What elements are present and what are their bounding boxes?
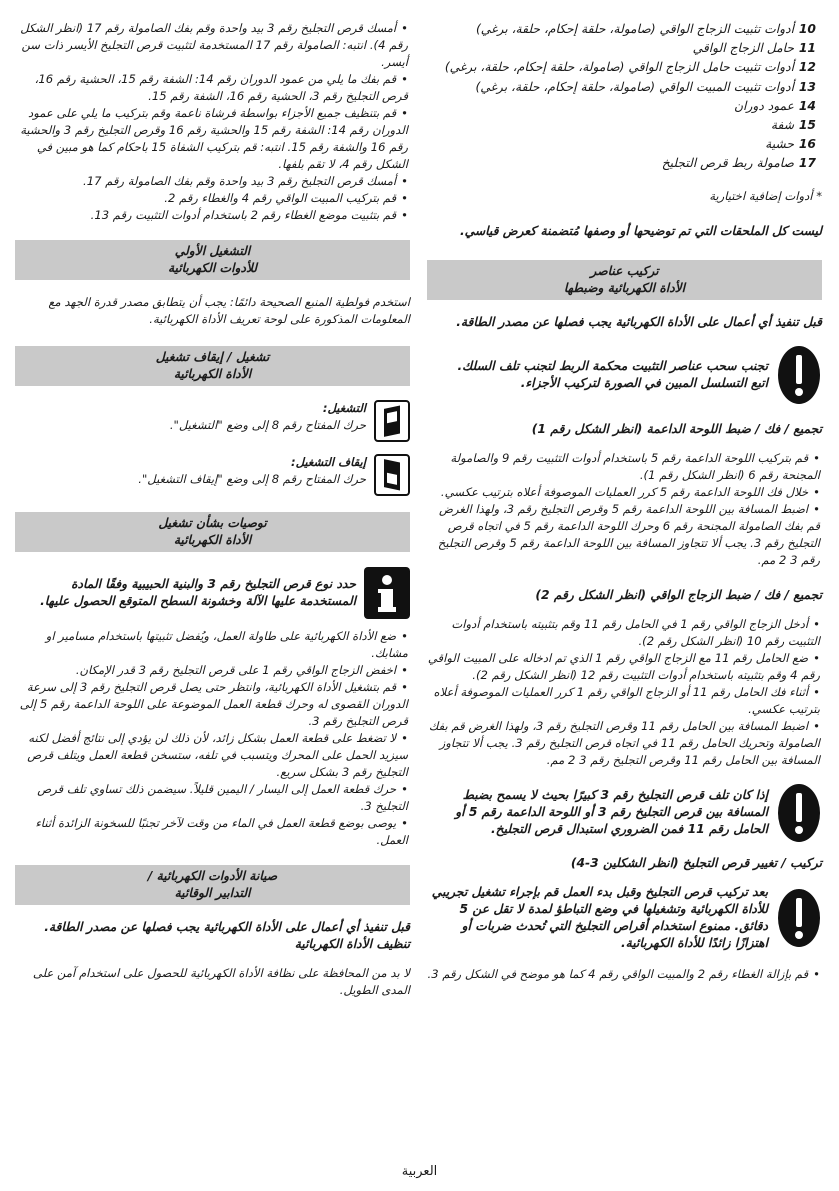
list-item: • قم بتنظيف جميع الأجزاء بواسطة فرشاة ناعمة وقم بتركيب ما يلي على عمود الدوران رقم 14: الشفة رقم 15 والحشية رقم 16 وقرص التجليخ رقم 3 والحشية رقم 16 والشفة رقم 15. انتبه: قم بتركيب الشفاة 15 باحكام كما هو مبين في الشكل رقم 4، لا تقم بلفها. bbox=[15, 105, 410, 173]
startup-section-header: التشغيل الأولي للأدوات الكهربائية bbox=[15, 240, 410, 280]
assembly-section-header: تركيب عناصر الأداة الكهربائية وضبطها bbox=[427, 260, 822, 300]
accessories-note: ليست كل الملحقات التي تم توضيحها أو وصفها مُتضمنة كعرض قياسي. bbox=[459, 223, 822, 238]
info-block: حدد نوع قرص التجليخ رقم 3 والبنية الحبيبية وفقًا المادة المستخدمة عليها الآلة وخشونة السطح المتوقع الحصول عليها. bbox=[15, 566, 410, 620]
maintenance-text: لا بد من المحافظة على نظافة الأداة الكهربائية للحصول على استخدام آمن على المدى الطويل. bbox=[32, 966, 410, 997]
list-item: • قم بتركيب المبيت الواقي رقم 4 والغطاء رقم 2. bbox=[15, 190, 410, 207]
list-item: • خلال فك اللوحة الداعمة رقم 5 كرر العمليات الموصوفة أعلاه بترتيب عكسي. bbox=[427, 484, 822, 501]
parts-list bbox=[427, 20, 816, 174]
parts-row: 14 عمود دوران bbox=[734, 98, 816, 113]
switch-off-block: إيقاف التشغيل: حرك المفتاح رقم 8 إلى وضع "إيقاف التشغيل". bbox=[15, 454, 410, 496]
warning-block: بعد تركيب قرص التجليخ وقبل بدء العمل قم بإجراء تشغيل تجريبي للأداة الكهربائية وتشغيلها في وضع التباطؤ لمدة لا تقل عن 5 دقائق. ممنوع استخدام أقراص التجليخ التي تُحدث ضربات أو اهتزازًا زائدًا للأداة الكهربائية. bbox=[427, 884, 822, 952]
cleaning-heading: تنظيف الأداة الكهربائية bbox=[294, 937, 410, 951]
maintenance-section-header: صيانة الأدوات الكهربائية / التدابير الوقائية bbox=[15, 865, 410, 905]
parts-row: 12 أدوات تثبيت حامل الزجاج الواقي (صامولة، حلقة إحكام، حلقة، برغي) bbox=[444, 60, 816, 75]
list-item: • اخفض الزجاج الواقي رقم 1 على قرص التجليخ رقم 3 قدر الإمكان. bbox=[15, 662, 410, 679]
list-item: • أدخل الزجاج الواقي رقم 1 في الحامل رقم 11 وقم بتثبيته باستخدام أدوات التثبيت رقم 10 (انظر الشكل رقم 2). bbox=[427, 616, 822, 650]
warning-block: تجنب سحب عناصر التثبيت محكمة الربط لتجنب تلف السلك. اتبع التسلسل المبين في الصورة لتركيب الأجزاء. bbox=[427, 345, 822, 405]
list-item: • قم بإزالة الغطاء رقم 2 والمبيت الواقي رقم 4 كما هو موضح في الشكل رقم 3. bbox=[427, 966, 822, 983]
tips-section-header: توصيات بشأن تشغيل الأداة الكهربائية bbox=[15, 512, 410, 552]
disconnect-note: قبل تنفيذ أي أعمال على الأداة الكهربائية يجب فصلها عن مصدر الطاقة. bbox=[456, 314, 822, 329]
parts-row: 11 حامل الزجاج الواقي bbox=[692, 41, 816, 56]
list-item: • قم بتركيب اللوحة الداعمة رقم 5 باستخدام أدوات التثبيت رقم 9 والصامولة المجنحة رقم 6 (انظر الشكل رقم 1). bbox=[427, 450, 822, 484]
page-language-footer: العربية bbox=[401, 1164, 438, 1179]
maintenance-warning: قبل تنفيذ أي أعمال على الأداة الكهربائية يجب فصلها عن مصدر الطاقة. bbox=[44, 920, 410, 934]
list-item: • لا تضغط على قطعة العمل بشكل زائد، لأن ذلك لن يؤدي إلى نتائج أفضل لكنه سيزيد الحمل على المحرك ويتسبب في تلفه، ستسخن قطعة العمل ويتلف قرص التجليخ رقم 3 بشكل سريع. bbox=[15, 730, 410, 781]
parts-row: 13 أدوات تثبيت المبيت الواقي (صامولة، حلقة إحكام، حلقة، برغي) bbox=[475, 79, 816, 94]
list-item: • قم بتشغيل الأداة الكهربائية، وانتظر حتى يصل قرص التجليخ رقم 3 إلى سرعة الدوران القصوى له وحرك قطعة العمل الموضوعة على اللوحة الداعمة رقم 5 إلى قرص التجليخ رقم 3. bbox=[15, 679, 410, 730]
warning-icon bbox=[776, 783, 822, 843]
list-item: • اضبط المسافة بين الحامل رقم 11 وقرص التجليخ رقم 3، ولهذا الغرض قم بفك الصامولة وتحريك الحامل رقم 11 في اتجاه قرص التجليخ رقم 3. يجب ألا تتجاوز المسافة بين الحامل رقم 11 وقرص التجليخ رقم 3 2 مم. bbox=[427, 718, 822, 769]
glass-heading: تجميع / فك / ضبط الزجاج الواقي (انظر الشكل رقم 2) bbox=[535, 587, 822, 602]
list-item: • ضع الحامل رقم 11 مع الزجاج الواقي رقم 1 الذي تم ادخاله على المبيت الواقي رقم 4 وقم بتثبيته باستخدام أدوات التثبيت رقم 12 (انظر الشكل رقم 2). bbox=[427, 650, 822, 684]
list-item: • أثناء فك الحامل رقم 11 أو الزجاج الواقي رقم 1 كرر العمليات الموصوفة أعلاه بترتيب عكسي. bbox=[427, 684, 822, 718]
info-icon bbox=[364, 566, 410, 620]
parts-row: 10 أدوات تثبيت الزجاج الواقي (صامولة، حلقة إحكام، حلقة، برغي) bbox=[475, 22, 816, 36]
left-column bbox=[15, 20, 410, 999]
warning-icon bbox=[776, 888, 822, 948]
warning-block: إذا كان تلف قرص التجليخ رقم 3 كبيرًا بحيث لا يسمح بضبط المسافة بين قرص التجليخ رقم 3 أو اللوحة الداعمة رقم 5 أو الحامل رقم 11 فمن الضروري استبدال قرص التجليخ. bbox=[427, 783, 822, 843]
warning-icon bbox=[776, 345, 822, 405]
optional-note: * أدوات إضافية اختيارية bbox=[709, 188, 822, 203]
onoff-section-header: تشغيل / إيقاف تشغيل الأداة الكهربائية bbox=[15, 346, 410, 386]
parts-row: 17 صامولة ربط قرص التجليخ bbox=[661, 156, 816, 171]
parts-row: 15 شفة bbox=[770, 118, 816, 133]
startup-text: استخدم فولطية المنبع الصحيحة دائمًا: يجب أن يتطابق مصدر قدرة الجهد مع المعلومات المذكورة على لوحة تعريف الأداة الكهربائية. bbox=[48, 295, 410, 326]
right-column bbox=[427, 20, 822, 983]
list-item: • حرك قطعة العمل إلى اليسار / اليمين قليلاً. سيضمن ذلك تساوي تلف قرص التجليخ 3. bbox=[15, 781, 410, 815]
parts-row: 16 حشية bbox=[765, 137, 816, 152]
switch-off-icon bbox=[374, 454, 410, 496]
list-item: • اضبط المسافة بين اللوحة الداعمة رقم 5 وقرص التجليخ رقم 3، ولهذا الغرض قم بفك الصامولة المجنحة رقم 6 وحرك اللوحة الداعمة رقم 5 في اتجاه قرص التجليخ رقم 3. يجب ألا تتجاوز المسافة بين اللوحة الداعمة رقم 5 وقرص التجليخ رقم 3 2 مم. bbox=[427, 501, 822, 569]
switch-on-block: التشغيل: حرك المفتاح رقم 8 إلى وضع "التشغيل". bbox=[15, 400, 410, 442]
list-item: • أمسك قرص التجليخ رقم 3 بيد واحدة وقم بفك الصامولة رقم 17. bbox=[15, 173, 410, 190]
list-item: • قم بتثبيت موضع الغطاء رقم 2 باستخدام أدوات التثبيت رقم 13. bbox=[15, 207, 410, 224]
disc-change-heading: تركيب / تغيير قرص التجليخ (انظر الشكلين 3-4) bbox=[570, 855, 822, 870]
list-item: • قم بفك ما يلي من عمود الدوران رقم 14: الشفة رقم 15، الحشية رقم 16، قرص التجليخ رقم 3، الحشية رقم 16، الشفة رقم 15. bbox=[15, 71, 410, 105]
list-item: • يوصى بوضع قطعة العمل في الماء من وقت لآخر تجنبًا للسخونة الزائدة أثناء العمل. bbox=[15, 815, 410, 849]
backplate-heading: تجميع / فك / ضبط اللوحة الداعمة (انظر الشكل رقم 1) bbox=[531, 421, 822, 436]
list-item: • أمسك قرص التجليخ رقم 3 بيد واحدة وقم بفك الصامولة رقم 17 (انظر الشكل رقم 4). انتبه: الصامولة رقم 17 المستخدمة لتثبيت قرص التجليخ الأيسر ذات سن أيسر. bbox=[15, 20, 410, 71]
list-item: • ضع الأداة الكهربائية على طاولة العمل، ويُفضل تثبيتها باستخدام مسامير او مشابك. bbox=[15, 628, 410, 662]
switch-on-icon bbox=[374, 400, 410, 442]
